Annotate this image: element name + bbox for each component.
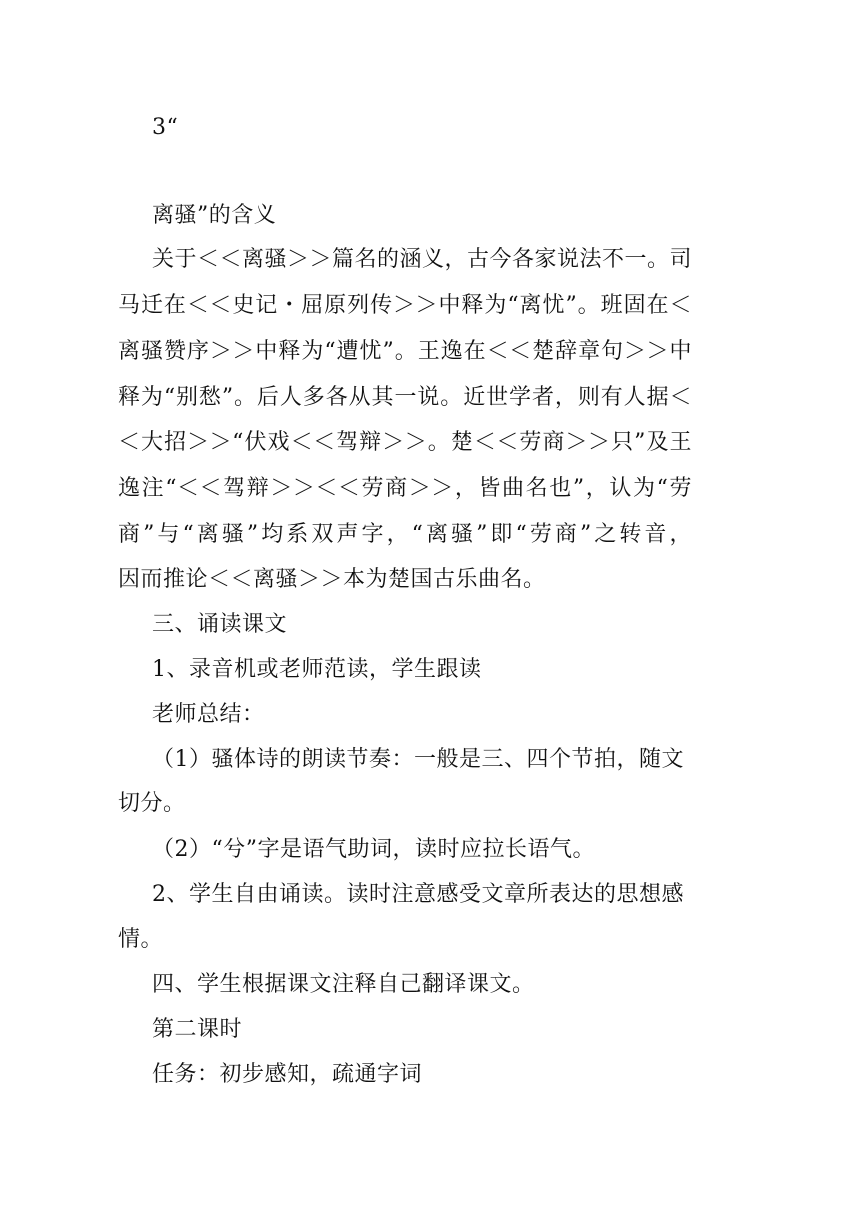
list-item: 1、录音机或老师范读，学生跟读 [152, 657, 482, 682]
task-line: 任务：初步感知，疏通字词 [152, 1062, 423, 1087]
paragraph-line: 商”与“离骚”均系双声字，“离骚”即“劳商”之转音， [118, 522, 692, 547]
paragraph-line: 因而推论＜＜离骚＞＞本为楚国古乐曲名。 [118, 567, 546, 592]
section-heading: 四、学生根据课文注释自己翻译课文。 [152, 972, 535, 997]
heading-title: 离骚”的含义 [152, 203, 277, 228]
lesson-heading: 第二课时 [152, 1017, 243, 1042]
paragraph-line: 马迁在＜＜史记・屈原列传＞＞中释为“离忧”。班固在＜ [118, 293, 692, 318]
paragraph-line: 离骚赞序＞＞中释为“遭忧”。王逸在＜＜楚辞章句＞＞中 [118, 339, 692, 364]
paragraph-line: 关于＜＜离骚＞＞篇名的涵义，古今各家说法不一。司 [152, 247, 693, 272]
list-item-continuation: 情。 [118, 927, 164, 952]
heading-number: 3“ [152, 115, 179, 140]
paragraph-line: 释为“别愁”。后人多各从其一说。近世学者，则有人据＜ [118, 385, 692, 410]
section-heading: 三、诵读课文 [152, 612, 288, 637]
list-item: 2、学生自由诵读。读时注意感受文章所表达的思想感 [152, 882, 684, 907]
list-item: （1）骚体诗的朗读节奏：一般是三、四个节拍，随文 [152, 747, 684, 772]
list-item: （2）“兮”字是语气助词，读时应拉长语气。 [152, 837, 595, 862]
list-item-continuation: 切分。 [118, 791, 186, 816]
paragraph-line: ＜大招＞＞“伏戏＜＜驾辩＞＞。楚＜＜劳商＞＞只”及王 [118, 430, 692, 455]
summary-label: 老师总结： [152, 702, 265, 727]
paragraph-line: 逸注“＜＜驾辩＞＞＜＜劳商＞＞，皆曲名也”，认为“劳 [118, 476, 692, 501]
